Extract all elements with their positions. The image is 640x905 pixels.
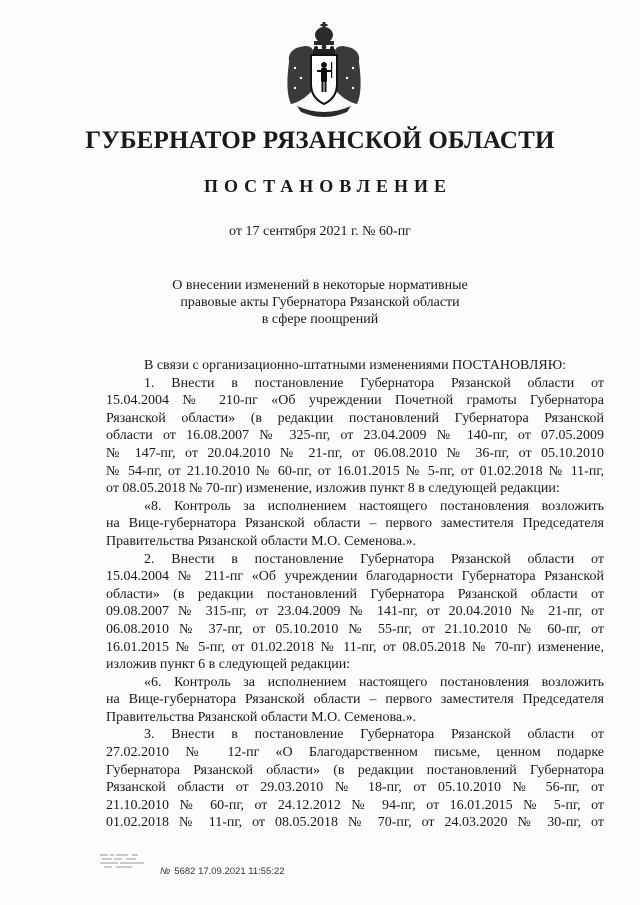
subject-line: в сфере поощрений	[261, 312, 379, 327]
body-line: области от 16.08.2007 № 325-пг, от 23.04.2009 № 140-пг, от 07.05.2009	[106, 428, 604, 444]
body-line: 1. Внести в постановление Губернатора Рязанской области от	[144, 375, 604, 391]
body-line: Правительства Рязанской области М.О. Семенова.».	[106, 709, 417, 725]
body-line: 2. Внести в постановление Губернатора Рязанской области от	[144, 551, 604, 567]
body-line: на Вице-губернатора Рязанской области – первого заместителя Председателя	[106, 692, 604, 708]
body-line: 3. Внести в постановление Губернатора Рязанской области от	[144, 727, 604, 743]
document-type-heading: ПОСТАНОВЛЕНИЕ	[203, 176, 453, 196]
body-line: от 08.05.2018 № 70-пг) изменение, изложив пункт 8 в следующей редакции:	[106, 481, 560, 497]
body-line: «6. Контроль за исполнением настоящего постановления возложить	[144, 674, 604, 690]
subject-line: О внесении изменений в некоторые нормативные	[172, 278, 468, 293]
body-line: 21.10.2010 № 60-пг, от 24.12.2012 № 94-пг, от 16.01.2015 № 5-пг, от	[106, 797, 604, 813]
coat-of-arms-emblem	[283, 22, 365, 118]
body-line: № 54-пг, от 21.10.2010 № 60-пг, от 16.01.2015 № 5-пг, от 01.02.2018 № 11-пг,	[106, 463, 604, 479]
body-line: Правительства Рязанской области М.О. Семенова.».	[106, 533, 417, 549]
document-subject	[0, 277, 640, 328]
registration-number-timestamp: 5682 17.09.2021 11:55:22	[174, 866, 285, 877]
body-line: 09.08.2007 № 315-пг, от 23.04.2009 № 141-пг, от 20.04.2010 № 21-пг, от	[106, 604, 604, 620]
body-line: области» (в редакции постановлений Губернатора Рязанской области от	[106, 586, 604, 602]
body-line: 27.02.2010 № 12-пг «О Благодарственном письме, ценном подарке	[106, 745, 604, 761]
body-line: изложив пункт 6 в следующей редакции:	[106, 657, 351, 673]
scan-stamp-mark	[98, 849, 156, 871]
registration-footer	[160, 866, 285, 877]
body-line: на Вице-губернатора Рязанской области – первого заместителя Председателя	[106, 516, 604, 532]
subject-line: правовые акты Губернатора Рязанской области	[180, 295, 460, 310]
body-line: 16.01.2015 № 5-пг, от 01.02.2018 № 11-пг, от 08.05.2018 № 70-пг) изменение,	[106, 639, 604, 655]
document-body	[106, 357, 604, 832]
registration-mark: №	[160, 866, 171, 877]
document-date-number: от 17 сентября 2021 г. № 60-пг	[229, 224, 411, 239]
body-line: 15.04.2004 № 210-пг «Об учреждении Почетной грамоты Губернатора	[106, 393, 604, 409]
body-line: Губернатора Рязанской области» (в редакции постановлений Губернатора	[106, 762, 604, 778]
body-line: Рязанской области от 29.03.2010 № 18-пг, от 05.10.2010 № 56-пг, от	[106, 780, 604, 796]
body-line: 15.04.2004 № 211-пг «Об учреждении благодарности Губернатора Рязанской	[106, 569, 604, 585]
body-line: № 147-пг, от 20.04.2010 № 21-пг, от 06.08.2010 № 36-пг, от 05.10.2010	[106, 445, 604, 461]
body-line: Рязанской области» (в редакции постановлений Губернатора Рязанской	[106, 410, 604, 426]
preamble-line: В связи с организационно-штатными изменениями ПОСТАНОВЛЯЮ:	[144, 358, 566, 373]
body-line: 06.08.2010 № 37-пг, от 05.10.2010 № 55-пг, от 21.10.2010 № 60-пг, от	[106, 621, 604, 637]
governor-title: ГУБЕРНАТОР РЯЗАНСКОЙ ОБЛАСТИ	[85, 127, 555, 154]
body-line: «8. Контроль за исполнением настоящего постановления возложить	[144, 498, 604, 514]
body-line: 01.02.2018 № 11-пг, от 08.05.2018 № 70-пг, от 24.03.2020 № 30-пг, от	[106, 815, 604, 831]
